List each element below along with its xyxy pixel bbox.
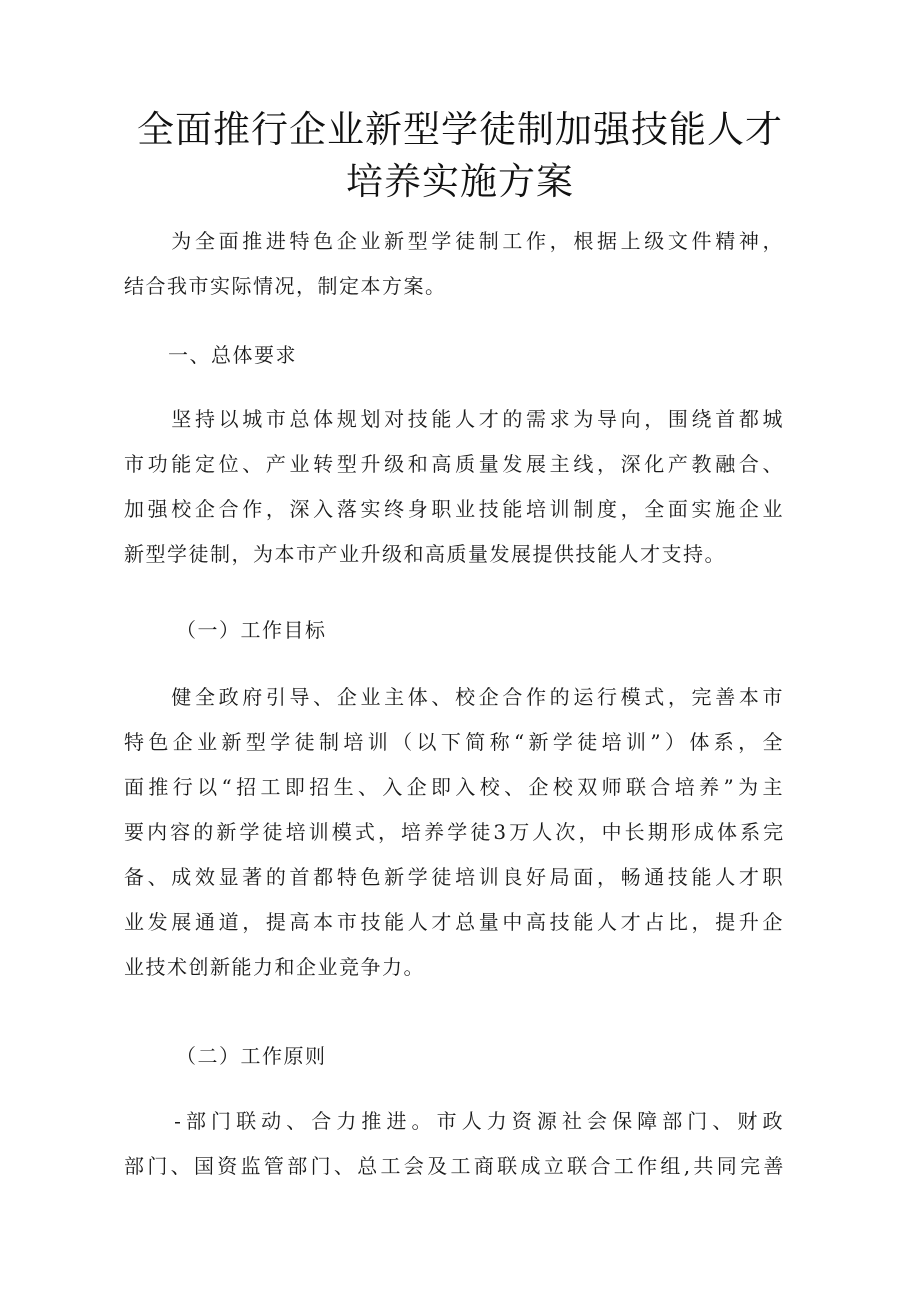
section1-line: 市功能定位、产业转型升级和高质量发展主线，深化产教融合、 xyxy=(124,452,784,476)
section1-line: 加强校企合作，深入落实终身职业技能培训制度，全面实施企业 xyxy=(124,497,784,521)
work-goals-line: 特色企业新型学徒制培训（以下简称“新学徒培训”）体系，全 xyxy=(124,730,784,754)
work-goals-paragraph xyxy=(124,675,784,990)
subsection-heading-work-principles: （二）工作原则 xyxy=(176,1044,327,1068)
section1-line: 坚持以城市总体规划对技能人才的需求为导向，围绕首都城 xyxy=(124,407,784,431)
work-principles-paragraph xyxy=(124,1099,784,1189)
intro-paragraph xyxy=(124,219,784,309)
section1-paragraph xyxy=(124,397,784,577)
work-principles-line: 部门、国资监管部门、总工会及工商联成立联合工作组,共同完善 xyxy=(124,1154,784,1178)
section-heading-overall-requirements: 一、总体要求 xyxy=(168,343,297,367)
document-title-line-2: 培养实施方案 xyxy=(346,160,574,203)
work-goals-line: 业发展通道，提高本市技能人才总量中高技能人才占比，提升企 xyxy=(124,910,784,934)
work-goals-line: 面推行以“招工即招生、入企即入校、企校双师联合培养”为主 xyxy=(124,775,784,799)
work-goals-line: 备、成效显著的首都特色新学徒培训良好局面，畅通技能人才职 xyxy=(124,865,784,889)
intro-line: 结合我市实际情况，制定本方案。 xyxy=(124,274,447,298)
work-goals-line: 业技术创新能力和企业竞争力。 xyxy=(124,955,425,979)
work-goals-line: 要内容的新学徒培训模式，培养学徒3万人次，中长期形成体系完 xyxy=(124,820,784,844)
document-title-line-1: 全面推行企业新型学徒制加强技能人才 xyxy=(137,108,783,151)
intro-line: 为全面推进特色企业新型学徒制工作，根据上级文件精神， xyxy=(124,229,784,253)
subsection-heading-work-goals: （一）工作目标 xyxy=(176,618,327,642)
section1-line: 新型学徒制，为本市产业升级和高质量发展提供技能人才支持。 xyxy=(124,542,726,566)
work-goals-line: 健全政府引导、企业主体、校企合作的运行模式，完善本市 xyxy=(124,685,784,709)
work-principles-line: -部门联动、合力推进。市人力资源社会保障部门、财政 xyxy=(124,1109,784,1133)
